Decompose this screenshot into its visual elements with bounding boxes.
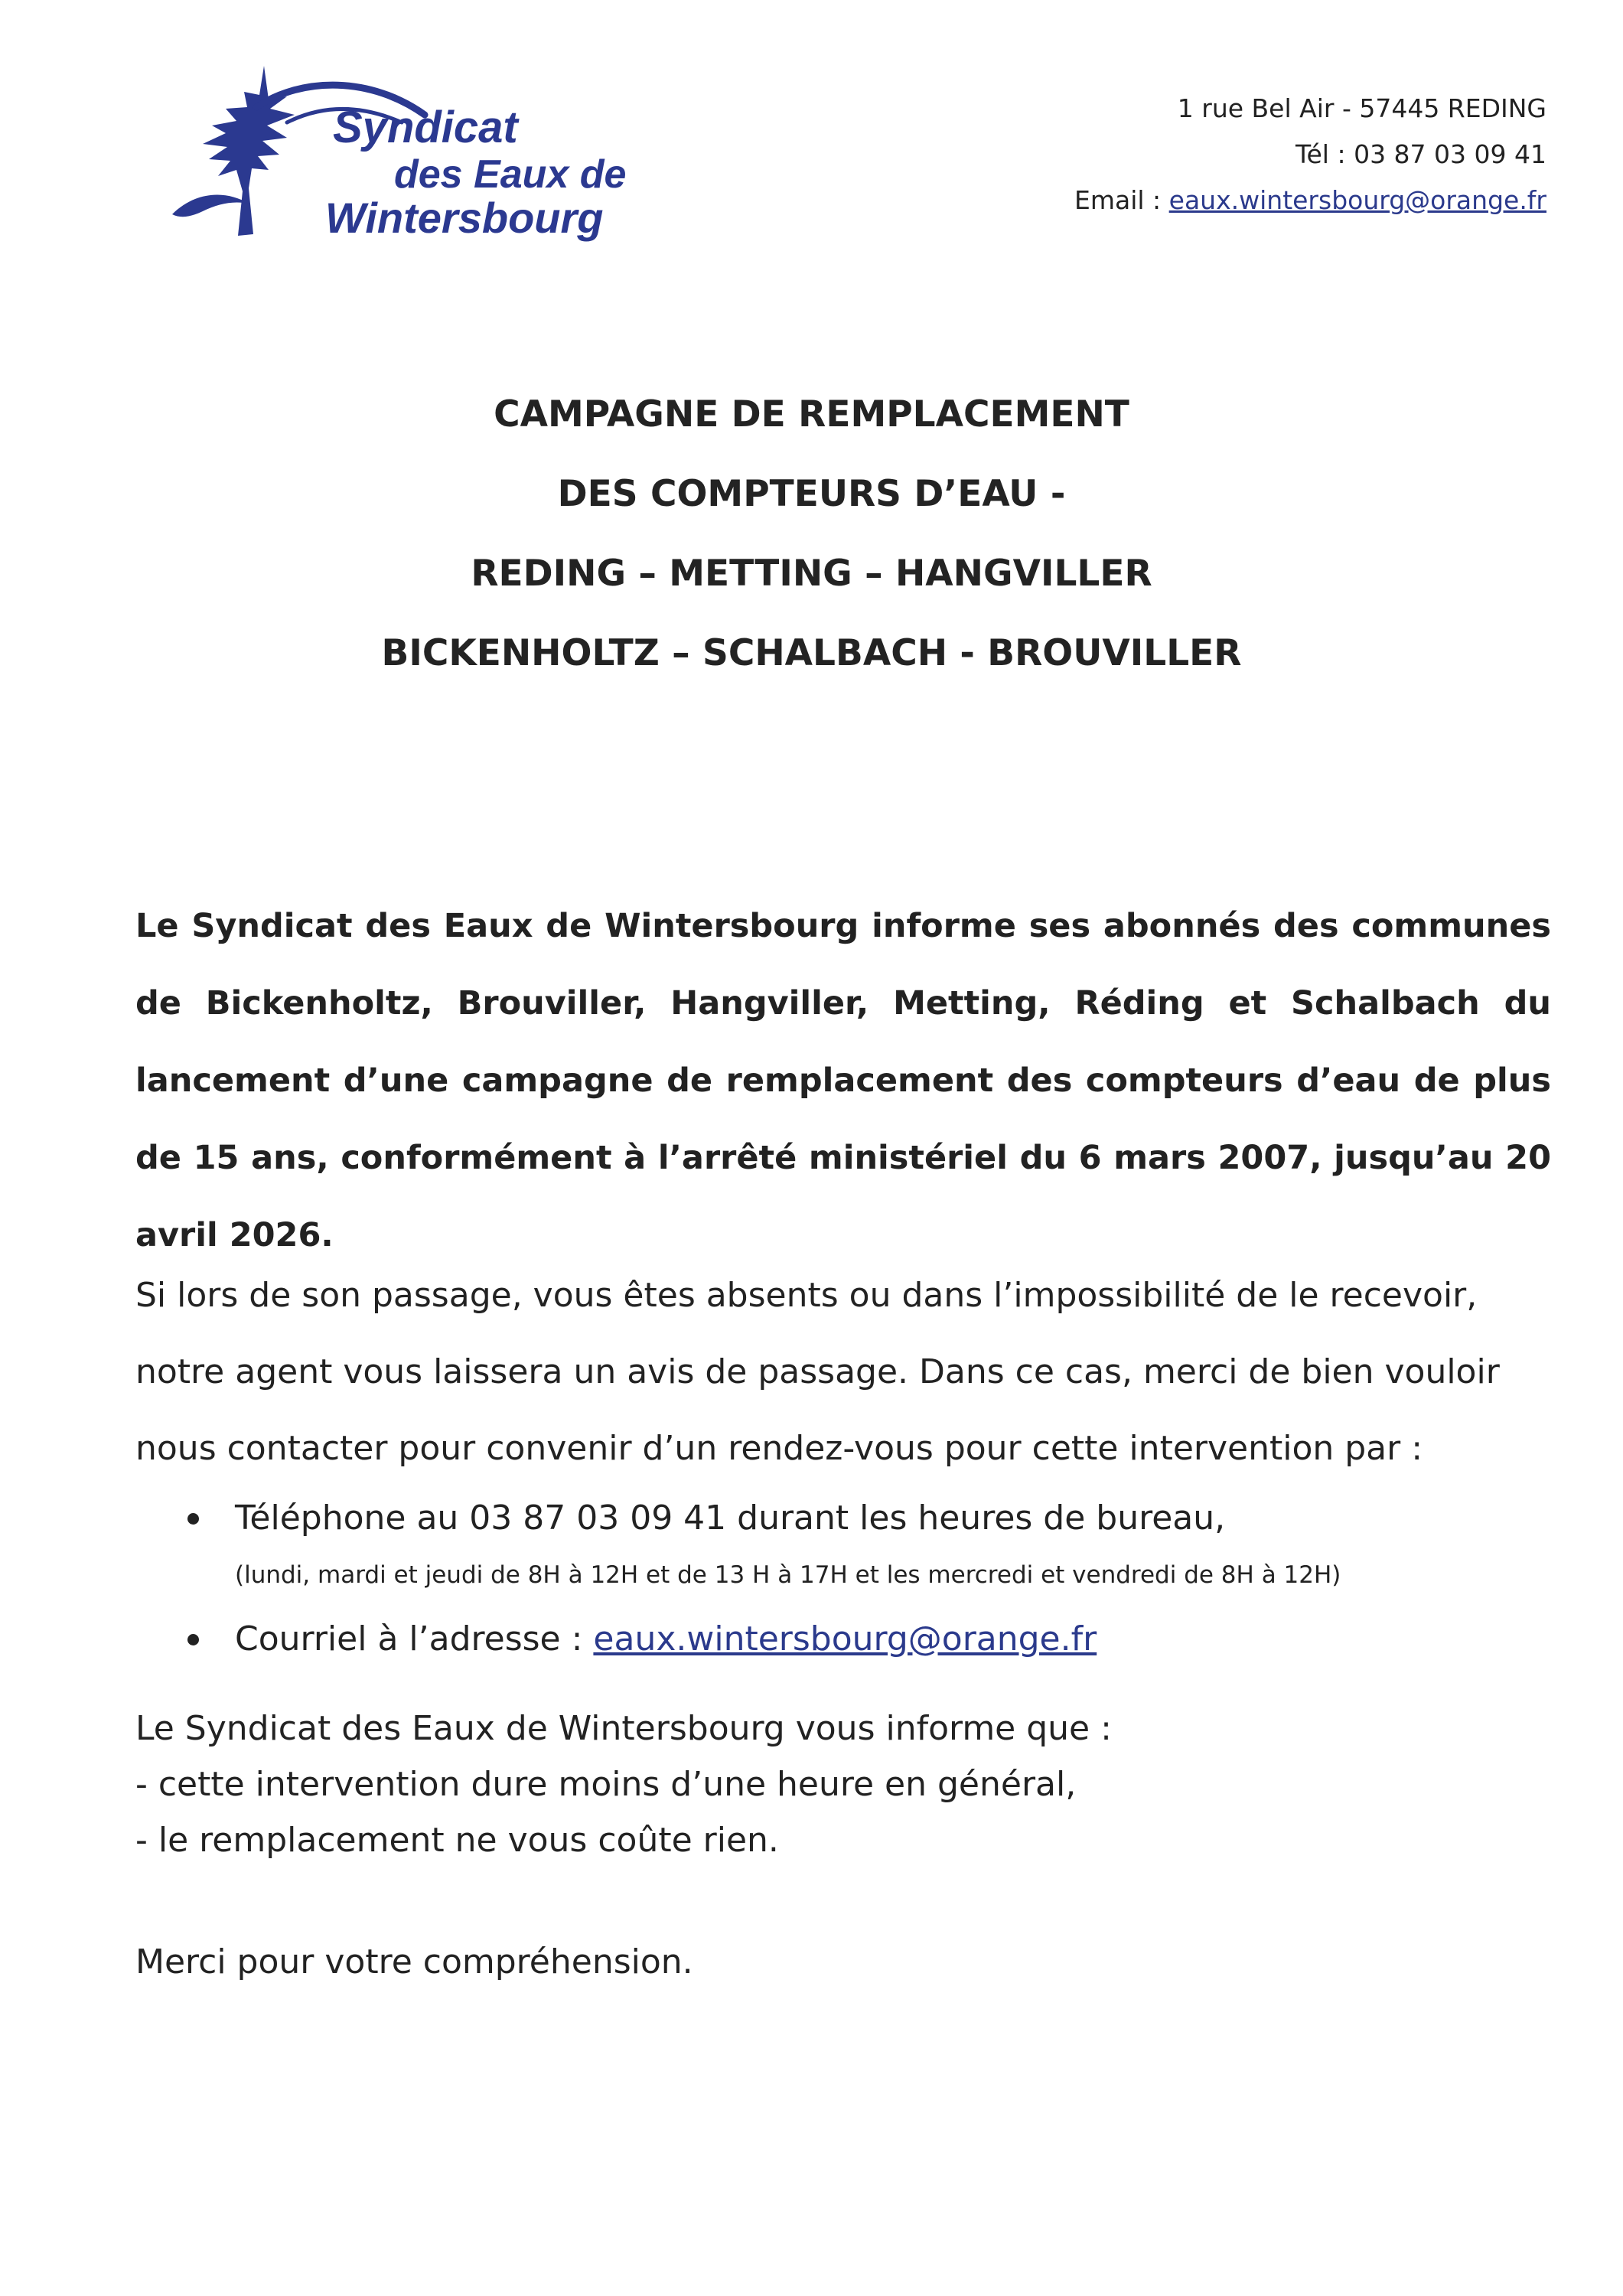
info-block: [135, 1701, 1551, 1868]
bullet-icon: [187, 1513, 199, 1525]
logo-line3: Wintersbourg: [325, 194, 604, 242]
absence-paragraph: Si lors de son passage, vous êtes absents ou dans l’impossibilité de le recevoir, notre agent vous laissera un avis de passage. Dans ce cas, merci de bien vouloir nous contacter pour convenir d’un rendez-vous pour cette intervention par :: [135, 1276, 1500, 1468]
bullet-email: [135, 1612, 1551, 1667]
document-title: [0, 375, 1623, 693]
tree-icon: [172, 66, 295, 236]
title-line-3: REDING – METTING – HANGVILLER: [471, 553, 1152, 595]
bullet-email-label: Courriel à l’adresse :: [235, 1619, 594, 1658]
info-item-2: - le remplacement ne vous coûte rien.: [135, 1821, 779, 1860]
title-line-4: BICKENHOLTZ – SCHALBACH - BROUVILLER: [381, 632, 1242, 674]
logo-line2: des Eaux de: [394, 152, 627, 197]
info-item-1: - cette intervention dure moins d’une heure en général,: [135, 1765, 1077, 1804]
email-label: Email :: [1074, 185, 1169, 215]
syndicat-logo: [172, 61, 662, 245]
logo-graphic: [172, 61, 662, 245]
bullet-icon: [187, 1634, 199, 1645]
office-hours-note: (lundi, mardi et jeudi de 8H à 12H et de 13 H à 17H et les mercredi et vendredi de 8H à 12H): [235, 1561, 1341, 1589]
bullet-email-link[interactable]: eaux.wintersbourg@orange.fr: [593, 1619, 1097, 1658]
title-line-2: DES COMPTEURS D’EAU -: [557, 473, 1066, 515]
address: 1 rue Bel Air - 57445 REDING: [1177, 93, 1546, 123]
bullet-phone: [135, 1491, 1551, 1546]
logo-line1: Syndicat: [333, 103, 518, 152]
phone: Tél : 03 87 03 09 41: [1295, 139, 1546, 169]
contact-block: [1074, 86, 1546, 223]
title-line-1: CAMPAGNE DE REMPLACEMENT: [494, 393, 1129, 435]
closing-line: Merci pour votre compréhension.: [135, 1942, 693, 1981]
info-intro: Le Syndicat des Eaux de Wintersbourg vous informe que :: [135, 1709, 1112, 1748]
email-link[interactable]: eaux.wintersbourg@orange.fr: [1168, 185, 1546, 215]
email-line: [1074, 178, 1546, 223]
contact-methods-list: [135, 1491, 1551, 1667]
intro-paragraph: Le Syndicat des Eaux de Wintersbourg informe ses abonnés des communes de Bickenholtz, Brouviller, Hangviller, Metting, Réding et Schalbach du lancement d’une campagne de remplacement des compteurs d’eau de plus de 15 ans, conformément à l’arrêté ministériel du 6 mars 2007, jusqu’au 20 avril 2026.: [135, 907, 1551, 1254]
bullet-phone-text: Téléphone au 03 87 03 09 41 durant les heures de bureau,: [235, 1499, 1226, 1538]
